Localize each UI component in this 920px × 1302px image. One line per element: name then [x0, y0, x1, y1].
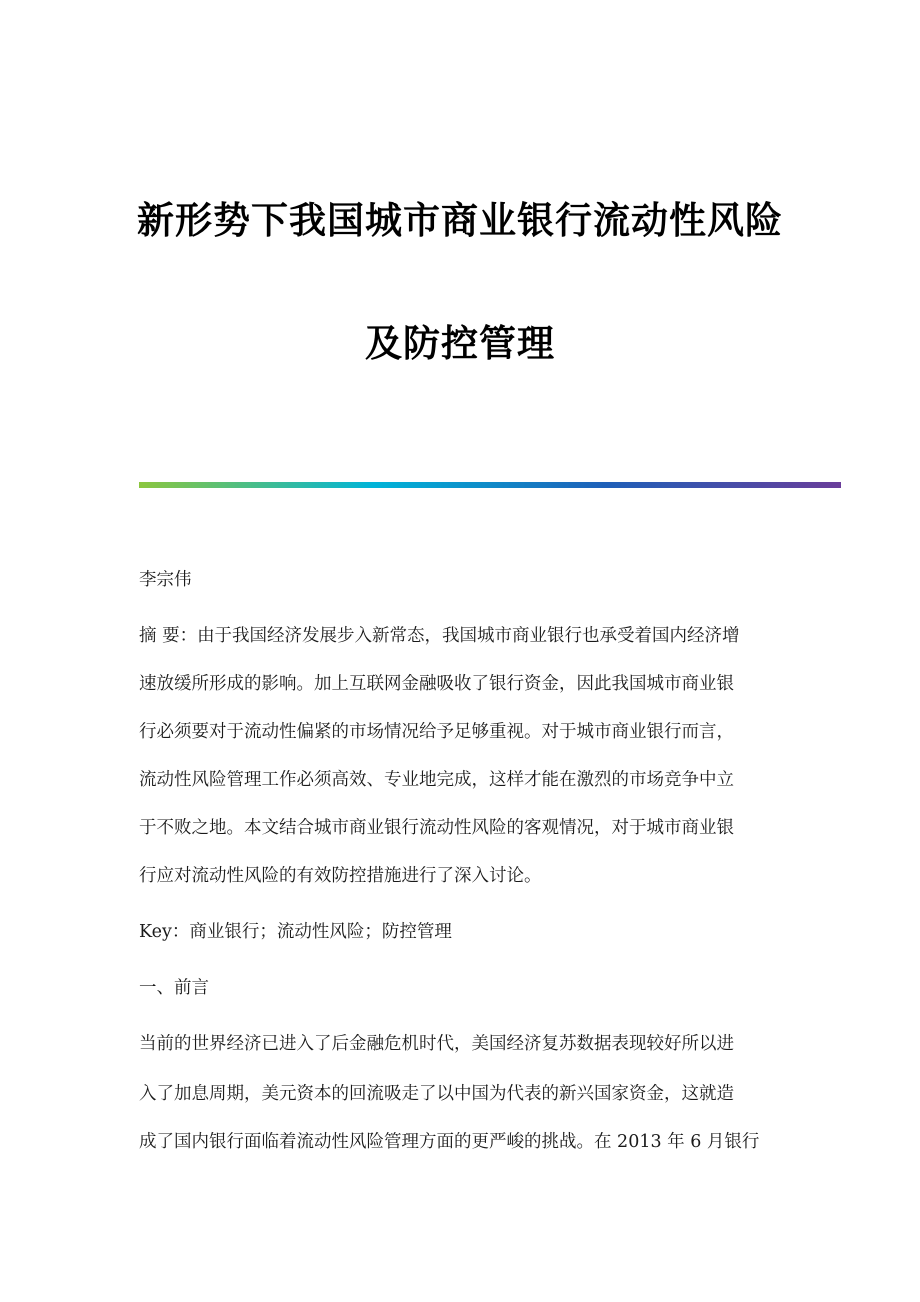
keywords: Key：商业银行；流动性风险；防控管理	[139, 922, 452, 942]
author: 李宗伟	[139, 570, 192, 590]
section-heading: 一、前言	[139, 978, 209, 998]
body-paragraph-line: 当前的世界经济已进入了后金融危机时代，美国经济复苏数据表现较好所以进	[139, 1034, 734, 1054]
abstract-line: 速放缓所形成的影响。加上互联网金融吸收了银行资金，因此我国城市商业银	[139, 674, 734, 694]
document-title-line-1: 新形势下我国城市商业银行流动性风险	[137, 199, 783, 242]
abstract-line: 行应对流动性风险的有效防控措施进行了深入讨论。	[139, 866, 542, 886]
abstract-line: 流动性风险管理工作必须高效、专业地完成，这样才能在激烈的市场竞争中立	[139, 770, 734, 790]
abstract-line: 于不败之地。本文结合城市商业银行流动性风险的客观情况，对于城市商业银	[139, 818, 734, 838]
body-paragraph-line: 成了国内银行面临着流动性风险管理方面的更严峻的挑战。在 2013 年 6 月银行	[139, 1132, 760, 1152]
abstract-line: 摘 要：由于我国经济发展步入新常态，我国城市商业银行也承受着国内经济增	[139, 626, 740, 646]
document-title-line-2: 及防控管理	[365, 322, 555, 365]
title-divider-gradient	[139, 482, 841, 488]
abstract-line: 行必须要对于流动性偏紧的市场情况给予足够重视。对于城市商业银行而言，	[139, 722, 734, 742]
body-paragraph-line: 入了加息周期，美元资本的回流吸走了以中国为代表的新兴国家资金，这就造	[139, 1084, 734, 1104]
